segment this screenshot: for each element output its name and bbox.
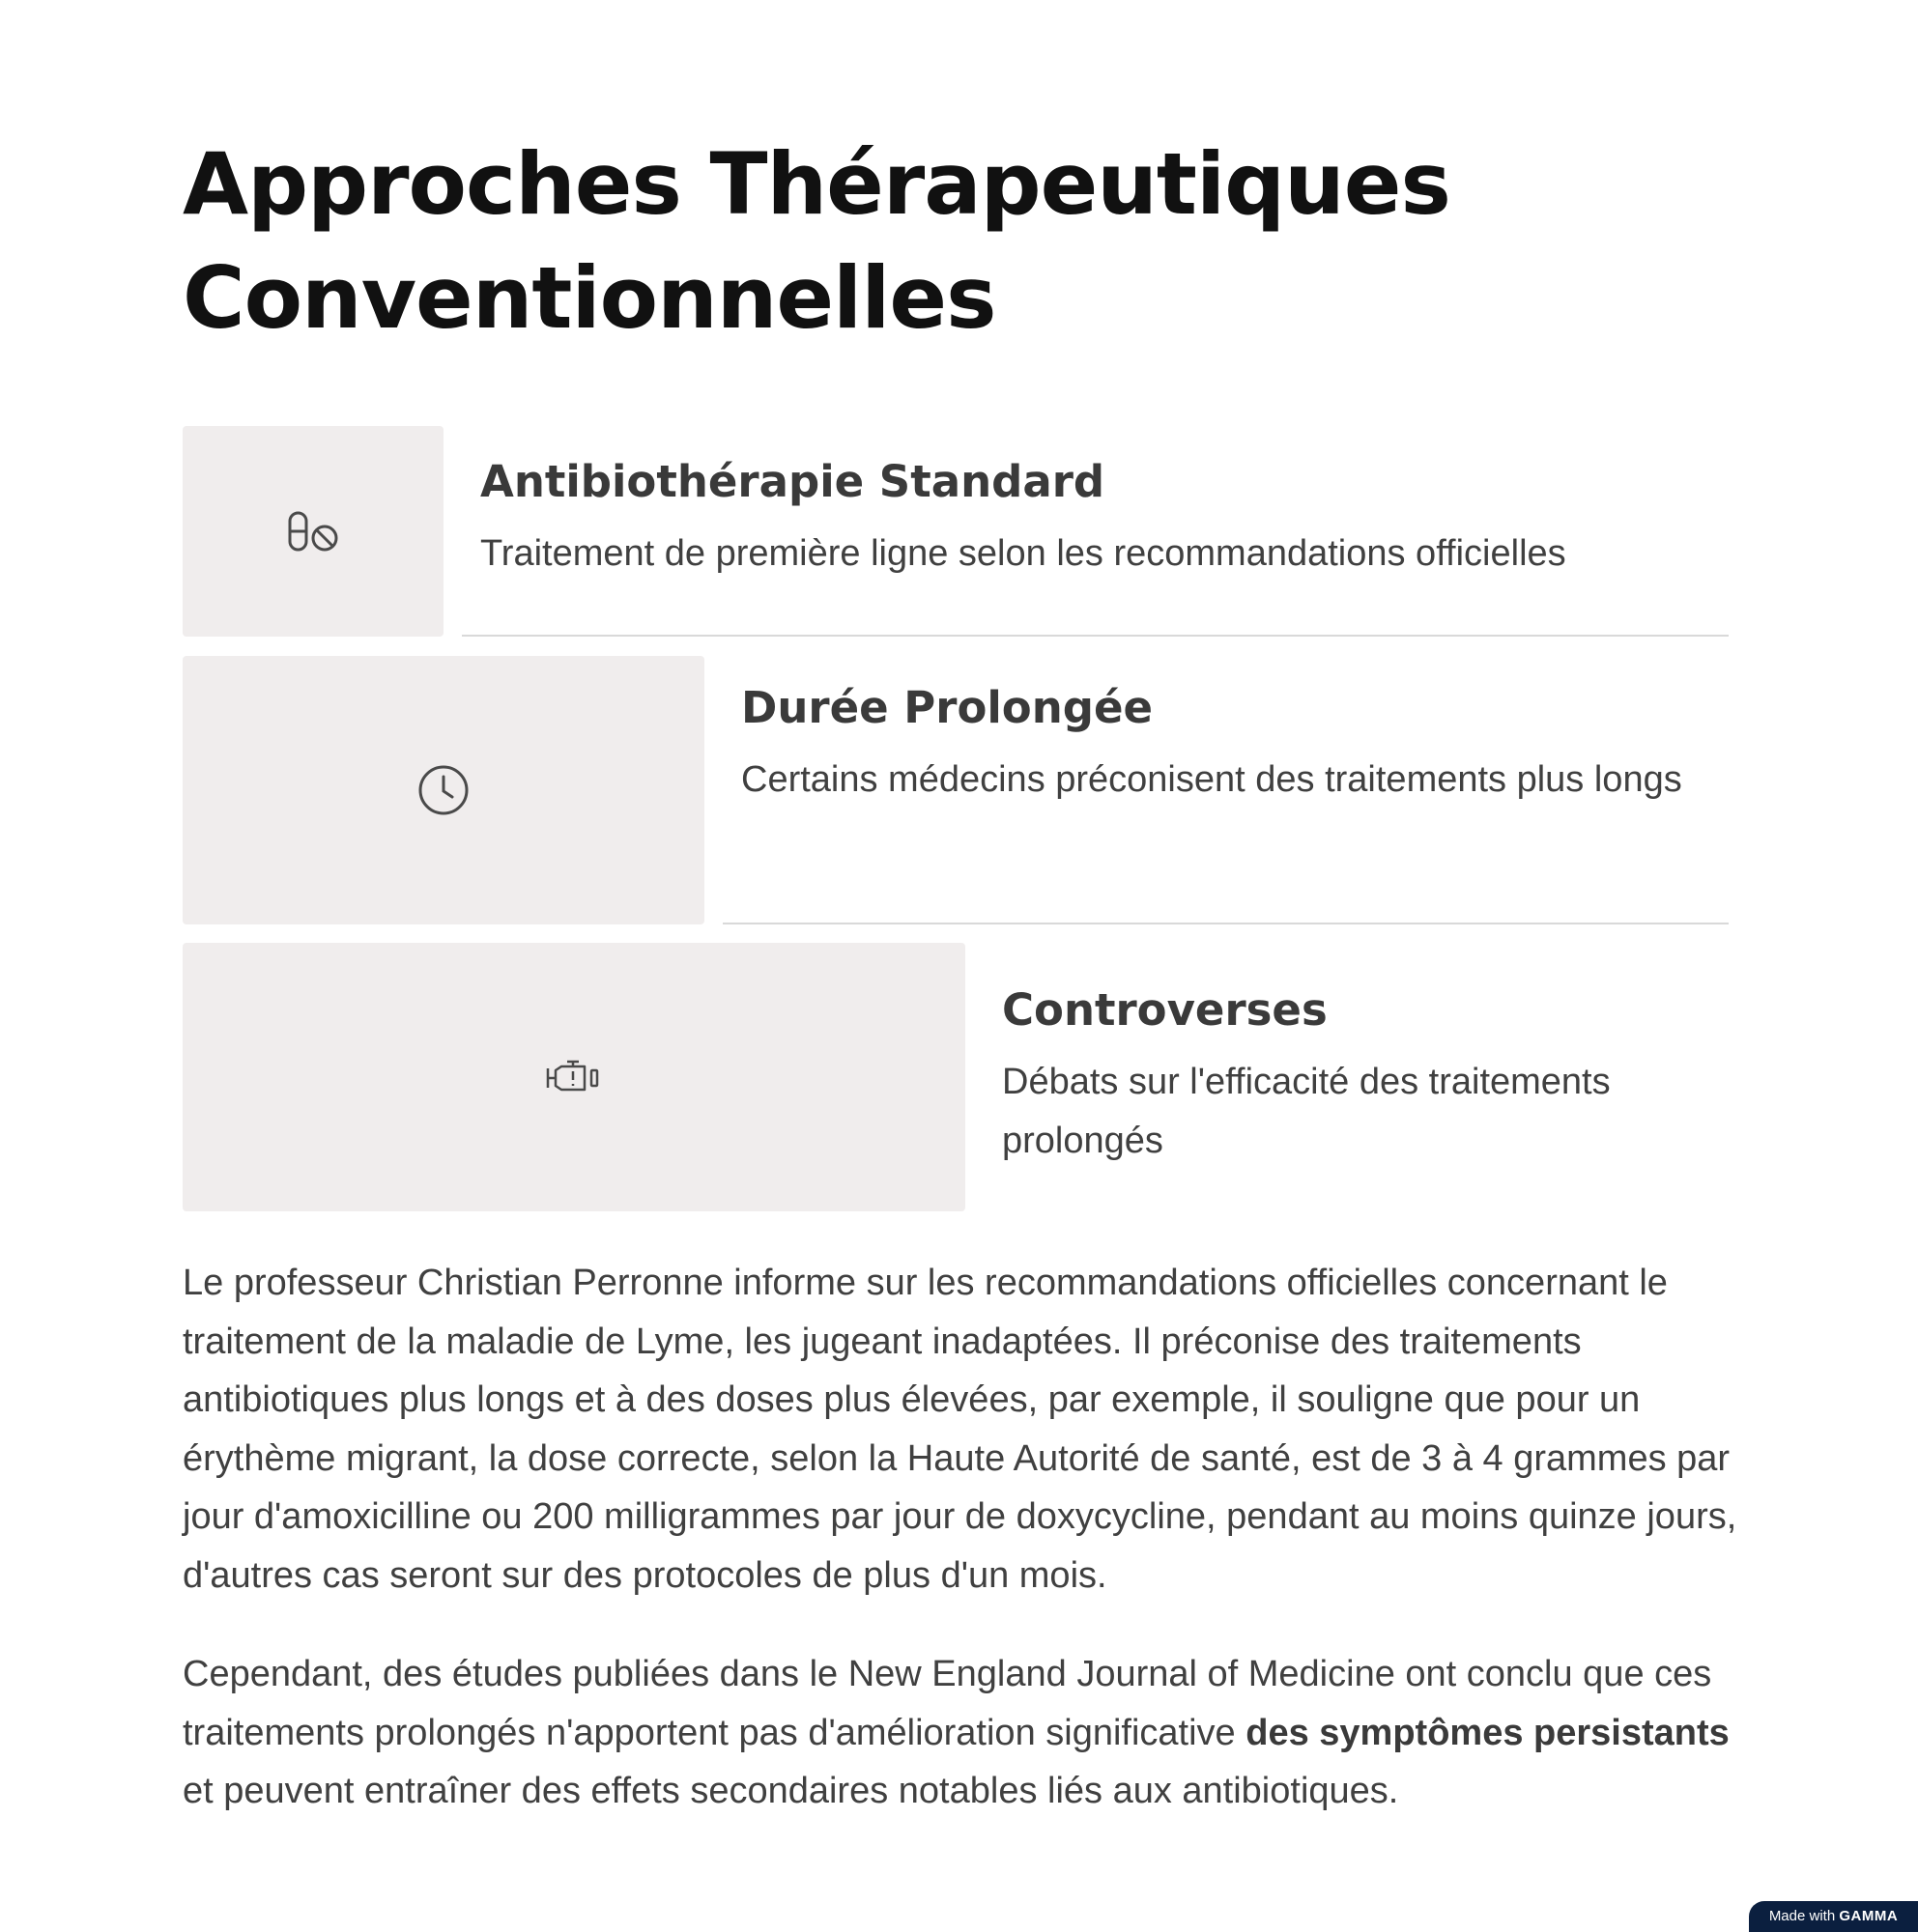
feature-heading: Antibiothérapie Standard bbox=[480, 456, 1105, 507]
feature-duree bbox=[183, 656, 1729, 924]
body-paragraph: Le professeur Christian Perronne informe sur les recommandations officielles concernant le traitement de la maladie de Lyme, les jugeant inadaptées. Il préconise des traitements antibiotiques plus longs et à des doses plus élevées, par exemple, il souligne que pour un érythème migrant, la dose correcte, selon la Haute Autorité de santé, est de 3 à 4 grammes par jour d'amoxicilline ou 200 milligrammes par jour de doxycycline, pendant au moins quinze jours, d'autres cas seront sur des protocoles de plus d'un mois. bbox=[183, 1263, 1737, 1596]
feature-text: Certains médecins préconisent des traitements plus longs bbox=[741, 759, 1682, 800]
pill-no-icon bbox=[286, 510, 340, 553]
clock-icon bbox=[416, 763, 471, 817]
page-title: Approches Thérapeutiques Conventionnelles bbox=[183, 134, 1450, 348]
feature-text: Traitement de première ligne selon les recommandations officielles bbox=[480, 533, 1566, 574]
badge-prefix: Made with bbox=[1768, 1908, 1836, 1924]
paragraph-text: Cependant, des études publiées dans le New England Journal of Medicine ont conclu que ces traitements prolongés n'apportent pas d'amélioration significative bbox=[183, 1654, 1712, 1753]
feature-heading: Durée Prolongée bbox=[741, 682, 1154, 733]
paragraph-emphasis: des symptômes persistants bbox=[1245, 1712, 1730, 1753]
engine-warning-icon bbox=[546, 1059, 602, 1095]
divider bbox=[723, 923, 1729, 924]
feature-icon-box bbox=[183, 426, 444, 637]
feature-controverses bbox=[183, 943, 1729, 1211]
feature-icon-box bbox=[183, 656, 704, 924]
feature-heading: Controverses bbox=[1002, 984, 1328, 1036]
badge-brand: GAMMA bbox=[1839, 1908, 1899, 1924]
feature-text: Débats sur l'efficacité des traitements prolongés bbox=[1002, 1062, 1611, 1161]
feature-icon-box bbox=[183, 943, 965, 1211]
feature-antibiotherapie bbox=[183, 426, 1729, 637]
body-paragraph bbox=[183, 1645, 1767, 1821]
divider bbox=[462, 635, 1729, 637]
feature-body bbox=[444, 426, 1729, 637]
feature-body bbox=[704, 656, 1729, 924]
made-with-gamma-badge[interactable] bbox=[1749, 1901, 1918, 1932]
feature-body bbox=[965, 943, 1729, 1211]
paragraph-text: et peuvent entraîner des effets secondaires notables liés aux antibiotiques. bbox=[183, 1771, 1399, 1811]
